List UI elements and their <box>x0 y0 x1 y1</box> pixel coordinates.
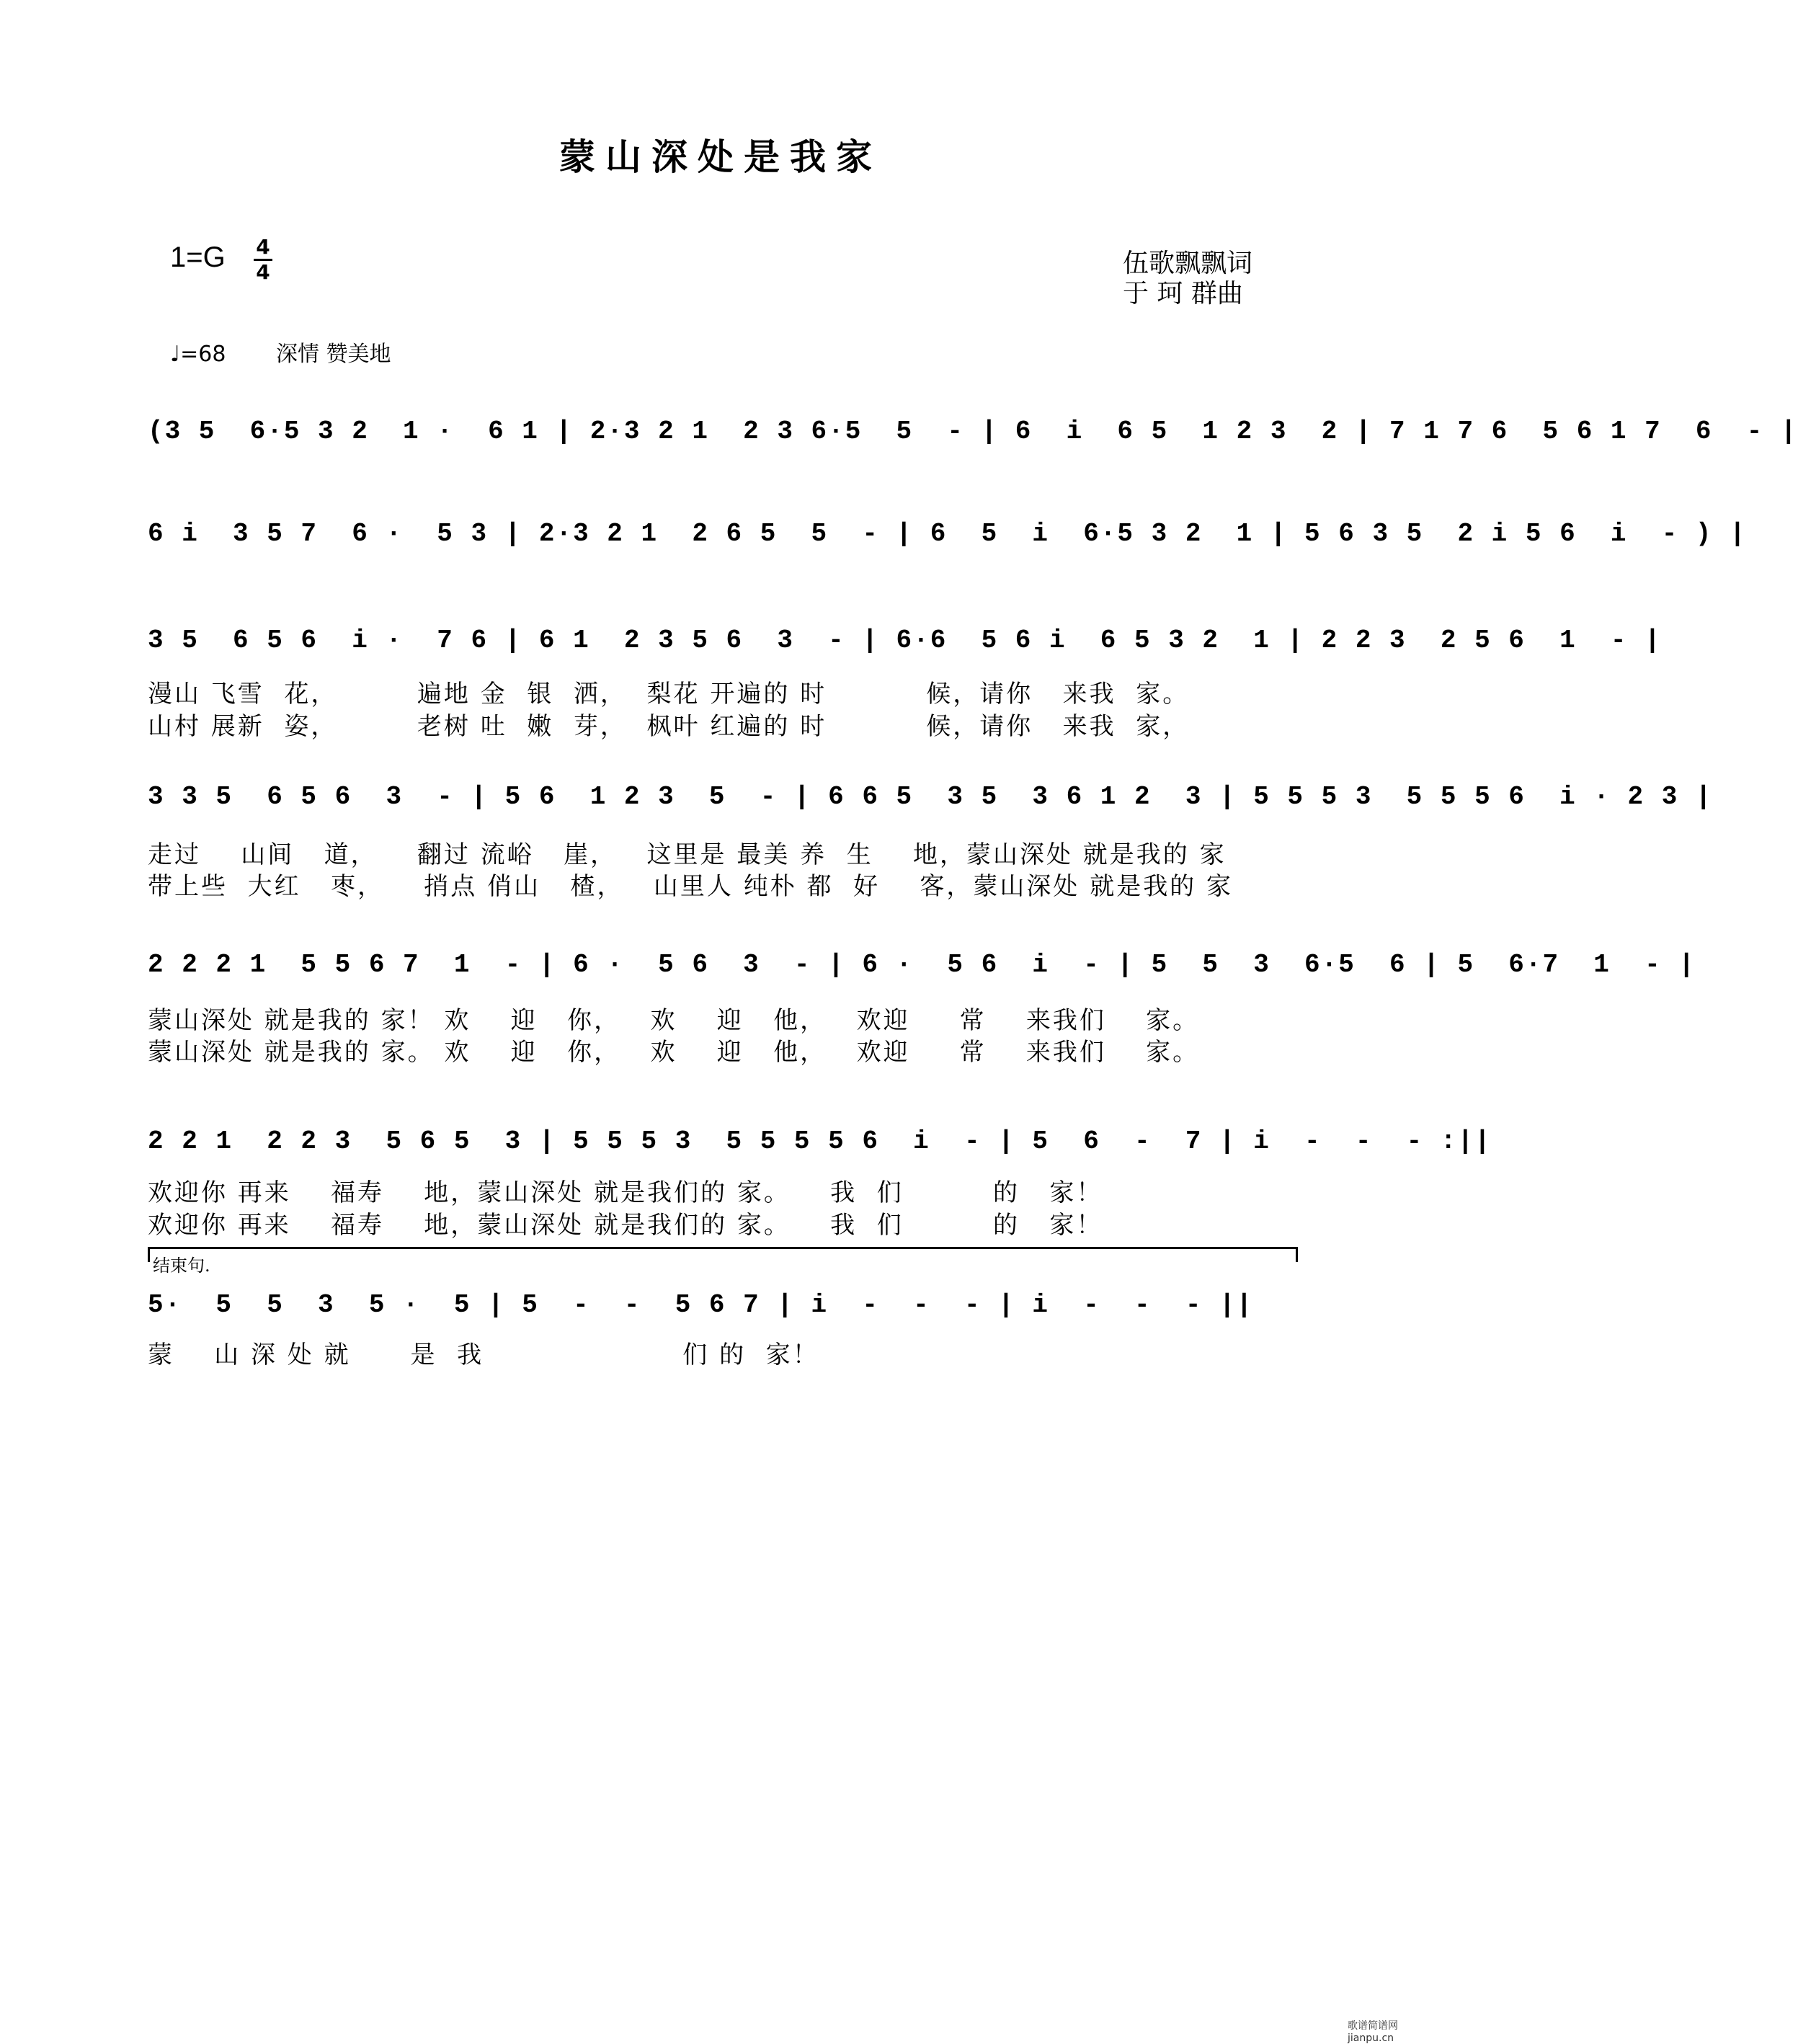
lyric-line-4: 带上些 大红 枣， 捎点 俏山 楂， 山里人 纯朴 都 好 客，蒙山深处 就是我的 家 <box>148 872 1233 901</box>
tempo-marking <box>170 336 391 368</box>
notation-row-5: 2 2 2 1 5 5 6 7 1 - | 6 · 5 6 3 - | 6 · 5 6 i - | 5 5 3 6·5 6 | 5 6·7 1 - | <box>148 950 1696 979</box>
ending-bracket <box>148 1247 1298 1262</box>
lyric-line-8: 欢迎你 再来 福寿 地，蒙山深处 就是我们的 家。 我 们 的 家！ <box>148 1211 1103 1240</box>
notation-row-6: 2 2 1 2 2 3 5 6 5 3 | 5 5 5 3 5 5 5 5 6 i - | 5 6 - 7 | i - - - :|| <box>148 1127 1492 1156</box>
lyric-line-9: 蒙 山 深 处 就 是 我 们 的 家！ <box>148 1341 819 1369</box>
notation-row-1: (3 5 6·5 3 2 1 · 6 1 | 2·3 2 1 2 3 6·5 5 - | 6 i 6 5 1 2 3 2 | 7 1 7 6 5 6 1 7 6 - | <box>148 417 1798 446</box>
notation-row-2: 6 i 3 5 7 6 · 5 3 | 2·3 2 1 2 6 5 5 - | 6 5 i 6·5 3 2 1 | 5 6 3 5 2 i 5 6 i - ) | <box>148 519 1747 548</box>
lyric-line-1: 漫山 飞雪 花， 遍地 金 银 洒， 梨花 开遍的 时 候，请你 来我 家。 <box>148 680 1190 708</box>
notation-row-4: 3 3 5 6 5 6 3 - | 5 6 1 2 3 5 - | 6 6 5 3 5 3 6 1 2 3 | 5 5 5 3 5 5 5 6 i · 2 3 | <box>148 782 1713 812</box>
ending-label: 结束句. <box>153 1256 210 1276</box>
expression-text: 深情 赞美地 <box>276 342 391 367</box>
lyricist: 伍歌飘飘词 <box>1123 249 1253 278</box>
watermark: 歌谱简谱网 jianpu.cn <box>1348 2020 1398 2044</box>
lyric-line-7: 欢迎你 再来 福寿 地，蒙山深处 就是我们的 家。 我 们 的 家！ <box>148 1178 1103 1207</box>
composer: 于 珂 群曲 <box>1123 279 1243 308</box>
tempo-value: ♩=68 <box>170 342 226 367</box>
time-signature <box>254 236 272 283</box>
lyric-line-6: 蒙山深处 就是我的 家。 欢 迎 你， 欢 迎 他， 欢迎 常 来我们 家。 <box>148 1038 1200 1067</box>
credits <box>1123 249 1252 309</box>
notation-row-3: 3 5 6 5 6 i · 7 6 | 6 1 2 3 5 6 3 - | 6·6 5 6 i 6 5 3 2 1 | 2 2 3 2 5 6 1 - | <box>148 626 1662 655</box>
lyric-line-2: 山村 展新 姿， 老树 吐 嫩 芽， 枫叶 红遍的 时 候，请你 来我 家， <box>148 712 1190 741</box>
page-title: 蒙山深处是我家 <box>559 135 882 178</box>
time-signature-top: 4 <box>256 235 270 259</box>
lyric-line-5: 蒙山深处 就是我的 家！ 欢 迎 你， 欢 迎 他， 欢迎 常 来我们 家。 <box>148 1006 1200 1035</box>
key-signature: 1=G <box>170 241 226 273</box>
notation-row-7: 5· 5 5 3 5 · 5 | 5 - - 5 6 7 | i - - - | i - - - || <box>148 1290 1254 1320</box>
lyric-line-3: 走过 山间 道， 翻过 流峪 崖， 这里是 最美 养 生 地，蒙山深处 就是我的 家 <box>148 840 1227 869</box>
time-signature-bottom: 4 <box>256 260 270 284</box>
